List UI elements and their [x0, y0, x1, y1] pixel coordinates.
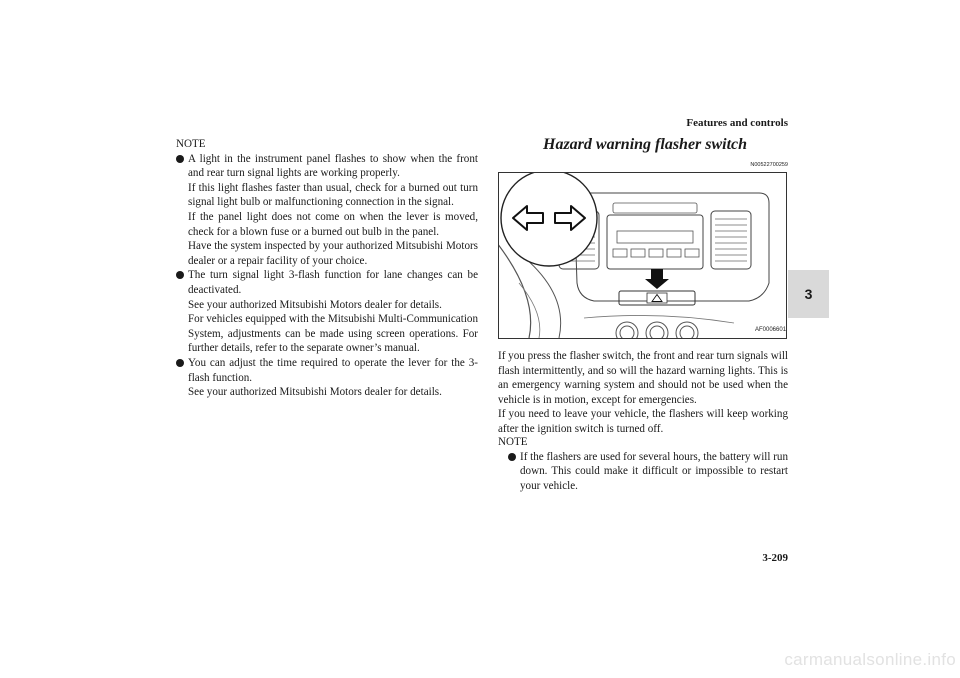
- note-line: You can adjust the time required to operate the lever for the 3-flash function.: [188, 356, 478, 384]
- hazard-switch-illustration: [498, 172, 787, 339]
- note-label: NOTE: [498, 436, 528, 448]
- bullet-dot-icon: [176, 155, 184, 163]
- dashboard-illustration: [499, 173, 786, 338]
- note-line: If this light flashes faster than usual, check for a burned out turn signal light bulb or malfunctioning connection in the signal.: [188, 181, 478, 209]
- note-line: A light in the instrument panel flashes to show when the front and rear turn signal lights are working properly.: [188, 152, 478, 180]
- section-body: [498, 349, 788, 437]
- chapter-tab: 3: [788, 270, 829, 318]
- note-line: See your authorized Mitsubishi Motors dealer for details.: [188, 298, 442, 311]
- running-header: Features and controls: [686, 117, 788, 129]
- section-note: [498, 435, 788, 493]
- note-line: If the panel light does not come on when the lever is moved, check for a blown fuse or a burned out bulb in the panel.: [188, 210, 478, 238]
- bullet-dot-icon: [176, 271, 184, 279]
- note-bullet-3: [176, 356, 478, 400]
- note-line: If the flashers are used for several hours, the battery will run down. This could make it difficult or impossible to restart your vehicle.: [520, 450, 788, 492]
- note-bullet-2: [176, 268, 478, 356]
- section-title: Hazard warning flasher switch: [543, 136, 748, 153]
- note-label: NOTE: [176, 138, 206, 150]
- note-bullet: [508, 450, 788, 494]
- left-column: [176, 137, 478, 400]
- note-line: See your authorized Mitsubishi Motors dealer for details.: [188, 386, 442, 399]
- bullet-dot-icon: [176, 359, 184, 367]
- body-paragraph: If you need to leave your vehicle, the flashers will keep working after the ignition switch is turned off.: [498, 408, 788, 435]
- watermark-text: carmanualsonline.info: [784, 650, 956, 669]
- page-number: 3-209: [762, 552, 788, 564]
- note-bullet-1: [176, 152, 478, 269]
- note-line: The turn signal light 3-flash function for lane changes can be deactivated.: [188, 269, 478, 296]
- section-code: N00522700259: [750, 162, 788, 168]
- bullet-dot-icon: [508, 453, 516, 461]
- note-line: Have the system inspected by your authorized Mitsubishi Motors dealer or a repair facility of your choice.: [188, 240, 478, 267]
- body-paragraph: If you press the flasher switch, the front and rear turn signals will flash intermittently, and so will the hazard warning lights. This is an emergency warning system and should not be used when the vehicle is in motion, except for emergencies.: [498, 350, 788, 406]
- figure-label: AF0006601: [755, 327, 786, 333]
- note-line: For vehicles equipped with the Mitsubishi Multi-Communication System, adjustments can be made using screen operations. For further details, refer to the separate owner’s manual.: [188, 313, 478, 355]
